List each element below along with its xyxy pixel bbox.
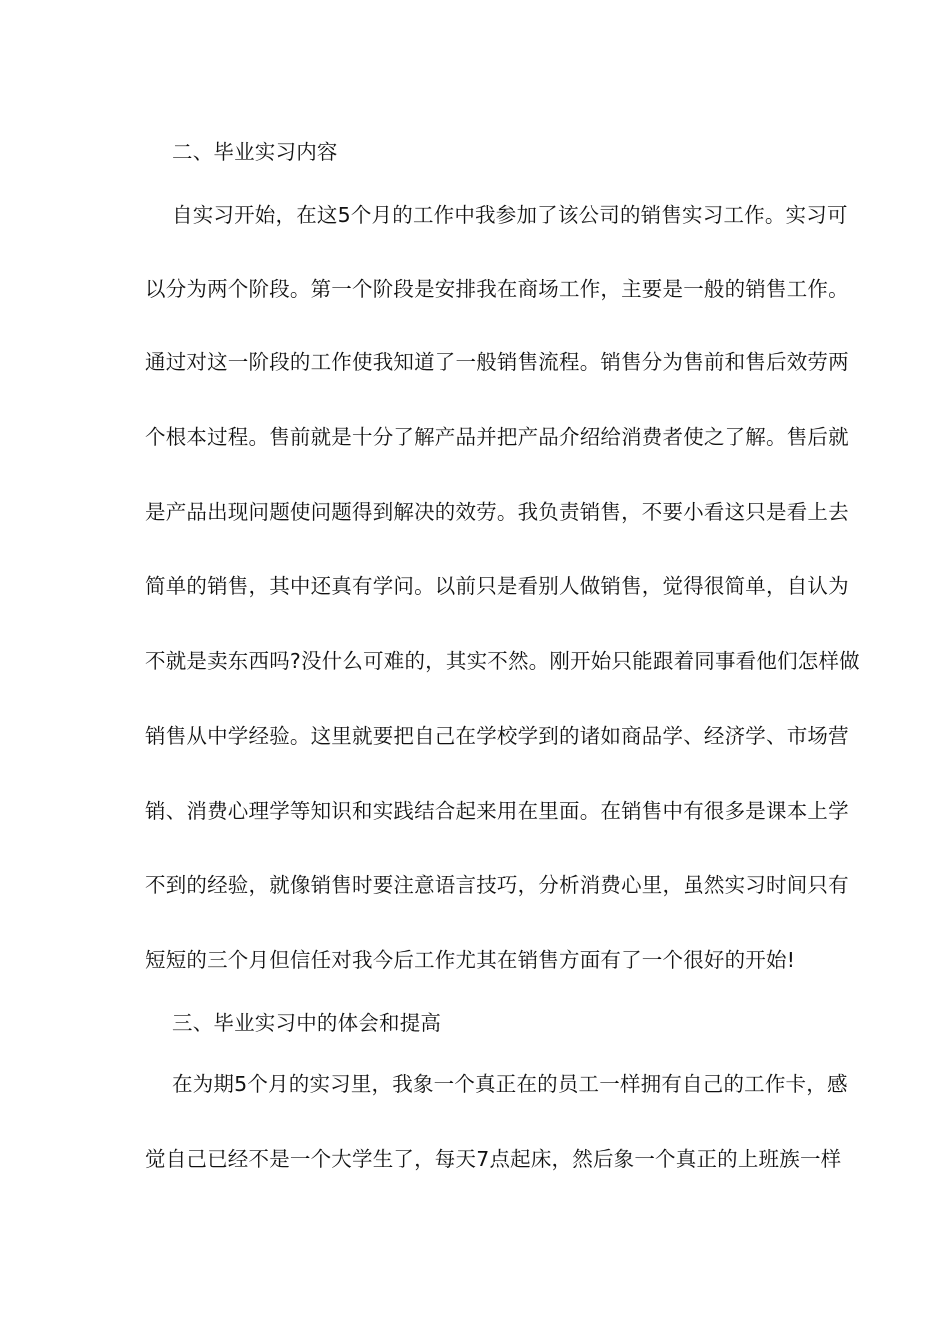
paragraph-line: 是产品出现问题使问题得到解决的效劳。我负责销售，不要小看这只是看上去 [145,500,849,524]
paragraph-line: 不到的经验，就像销售时要注意语言技巧，分析消费心里，虽然实习时间只有 [145,873,849,897]
paragraph-line: 以分为两个阶段。第一个阶段是安排我在商场工作，主要是一般的销售工作。 [145,277,849,301]
section-heading-2: 二、毕业实习内容 [172,140,338,164]
section-heading-3: 三、毕业实习中的体会和提高 [172,1011,442,1035]
paragraph-line: 销、消费心理学等知识和实践结合起来用在里面。在销售中有很多是课本上学 [145,799,849,823]
paragraph-line: 觉自己已经不是一个大学生了，每天7点起床，然后象一个真正的上班族一样 [145,1147,842,1171]
paragraph-line: 销售从中学经验。这里就要把自己在学校学到的诸如商品学、经济学、市场营 [145,724,849,748]
paragraph-line: 简单的销售，其中还真有学问。以前只是看别人做销售，觉得很简单，自认为 [145,574,849,598]
paragraph-line: 自实习开始，在这5个月的工作中我参加了该公司的销售实习工作。实习可 [172,203,848,227]
paragraph-line: 短短的三个月但信任对我今后工作尤其在销售方面有了一个很好的开始! [145,948,796,972]
paragraph-line: 不就是卖东西吗?没什么可难的，其实不然。刚开始只能跟着同事看他们怎样做 [145,649,860,673]
paragraph-line: 通过对这一阶段的工作使我知道了一般销售流程。销售分为售前和售后效劳两 [145,350,849,374]
paragraph-line: 个根本过程。售前就是十分了解产品并把产品介绍给消费者使之了解。售后就 [145,425,849,449]
paragraph-line: 在为期5个月的实习里，我象一个真正在的员工一样拥有自己的工作卡，感 [172,1072,848,1096]
